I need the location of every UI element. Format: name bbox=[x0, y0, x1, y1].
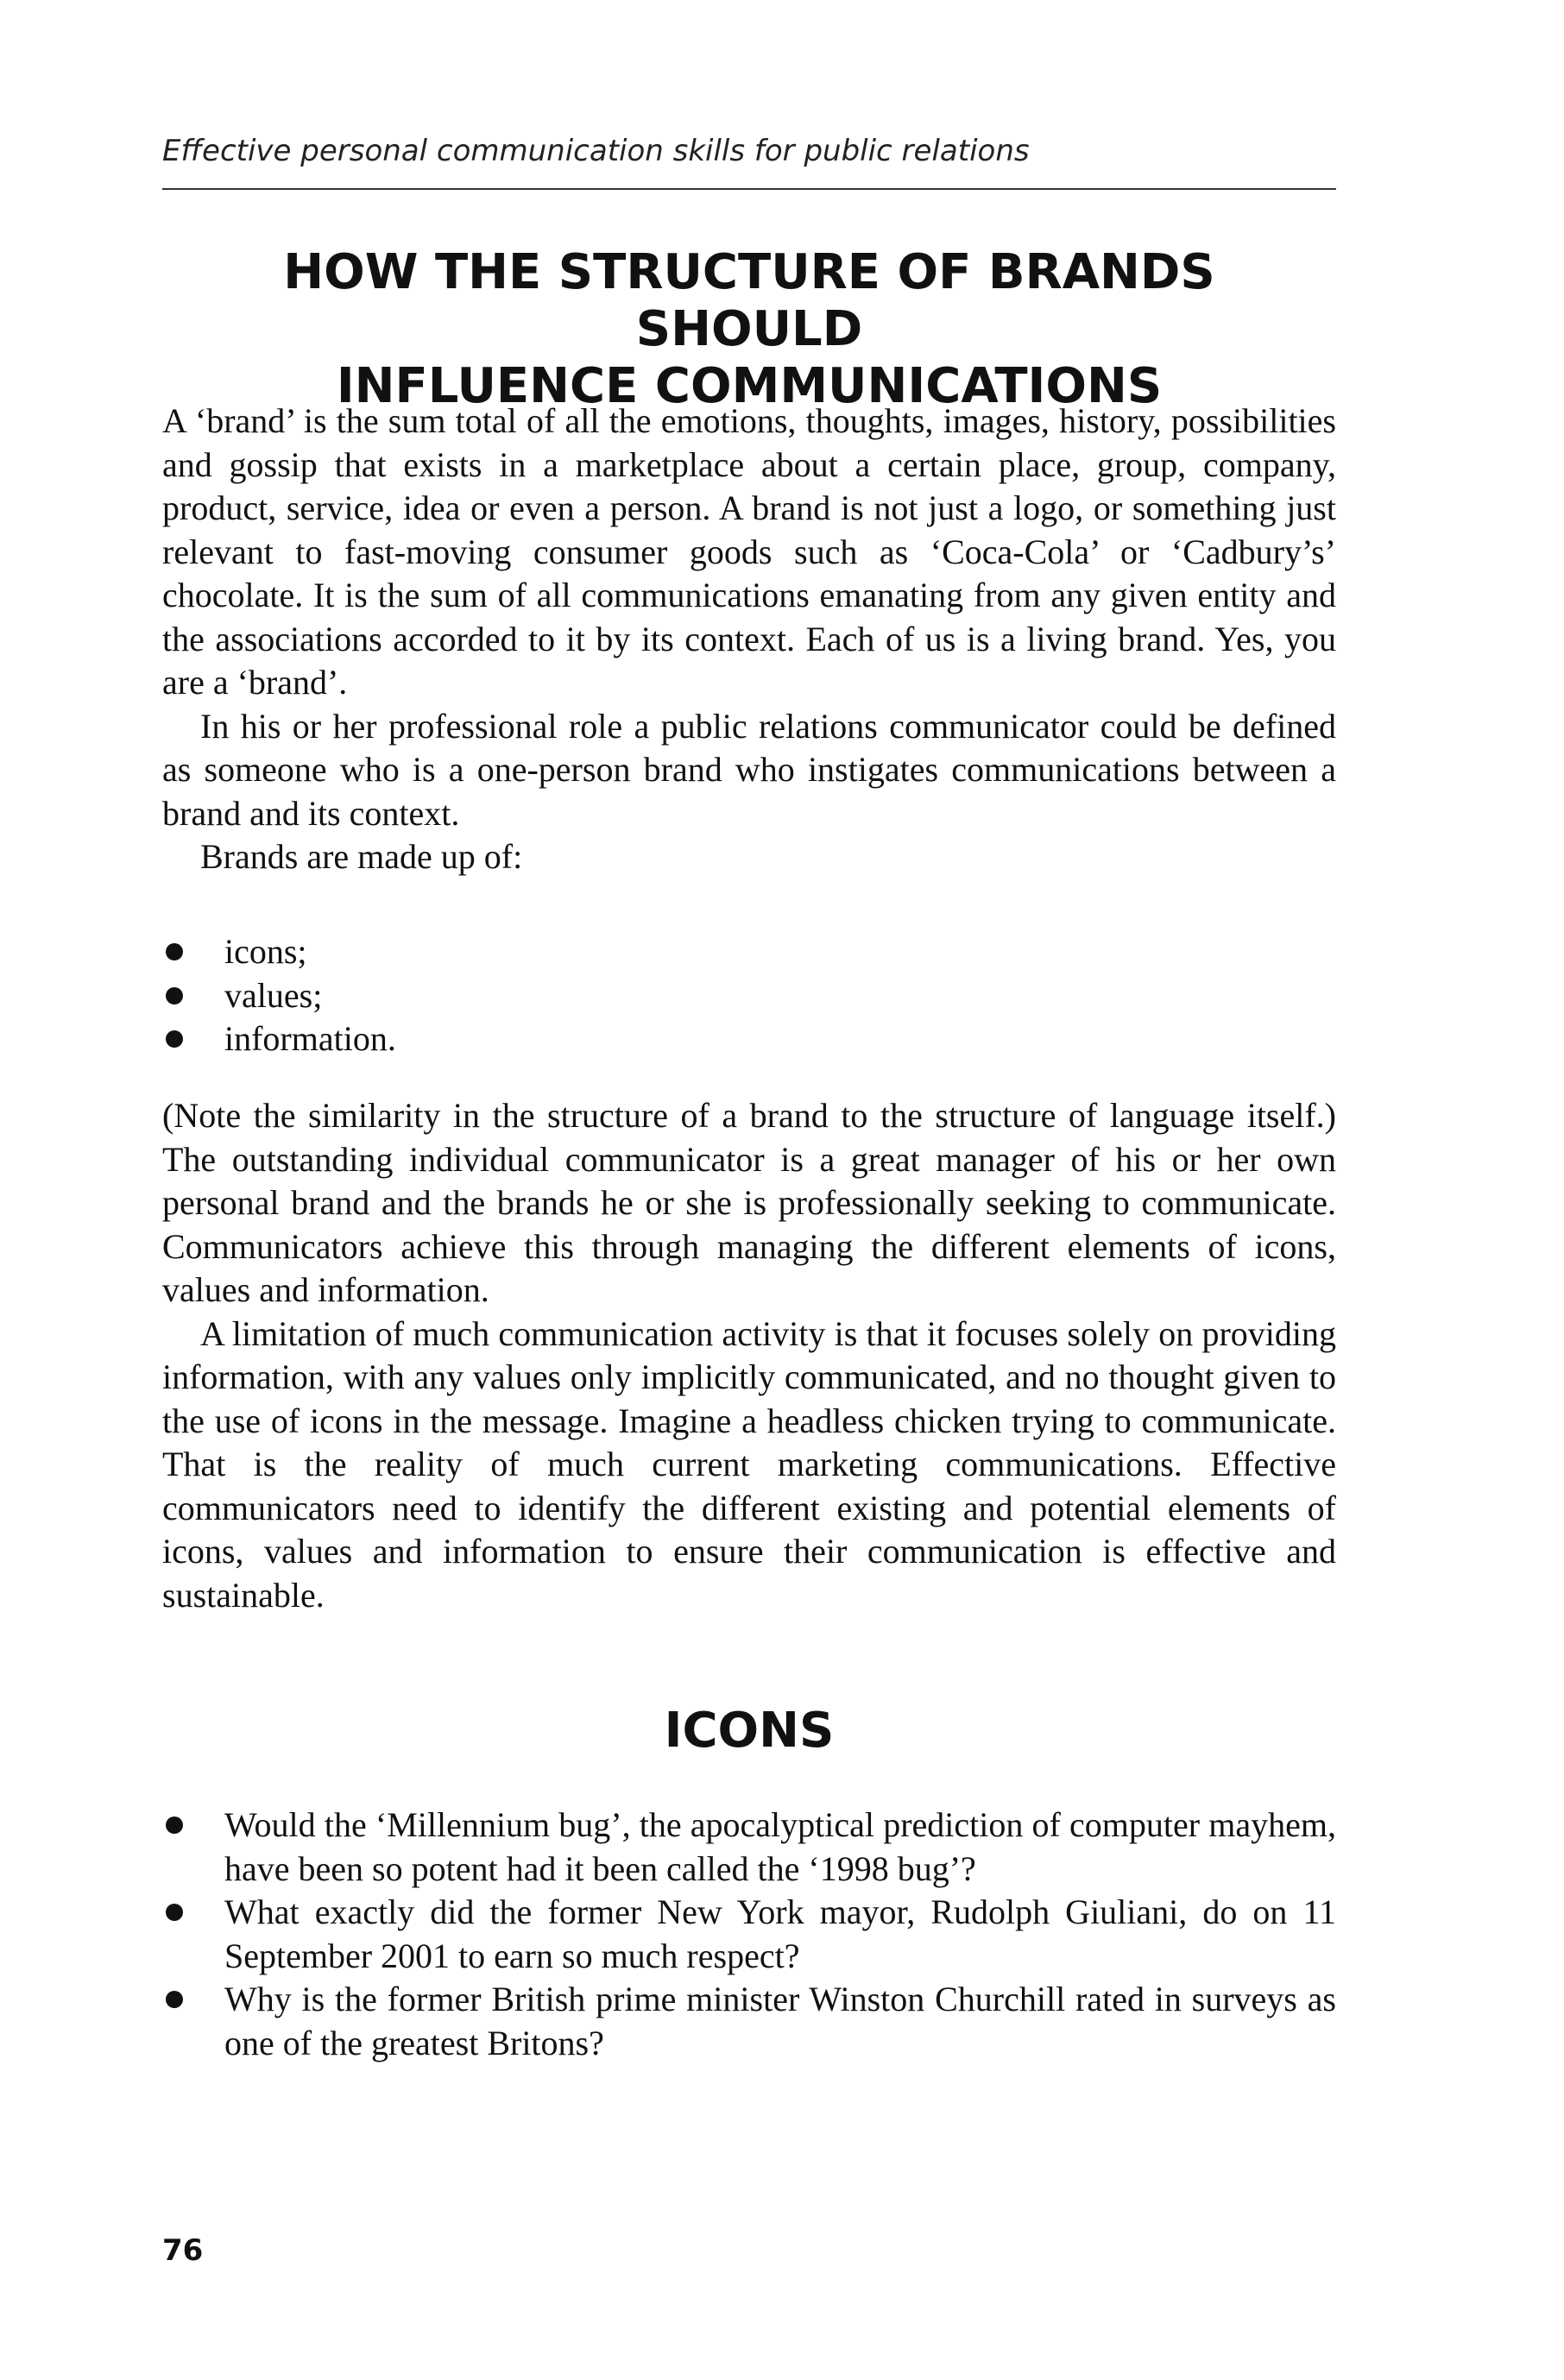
list-item bbox=[162, 1804, 1336, 1891]
paragraph: In his or her professional role a public relations communicator could be defined as someone who is a one-person brand who instigates communications between a brand and its context. bbox=[162, 706, 1336, 833]
heading-line-1: HOW THE STRUCTURE OF BRANDS SHOULD bbox=[283, 244, 1215, 357]
heading-line-2: INFLUENCE COMMUNICATIONS bbox=[336, 358, 1163, 414]
brand-elements-list bbox=[162, 930, 1336, 1061]
list-item-text: information. bbox=[224, 1019, 396, 1058]
list-item bbox=[162, 930, 1336, 974]
bullet-icon bbox=[166, 1991, 183, 2008]
section-heading-brands bbox=[162, 244, 1336, 415]
paragraph: Brands are made up of: bbox=[200, 837, 523, 876]
page-number: 76 bbox=[162, 2233, 204, 2268]
paragraph: A ‘brand’ is the sum total of all the emotions, thoughts, images, history, possibilities and gossip that exists in a marketplace about a certain place, group, company, product, service, idea or even a person. A brand is not just a logo, or something just relevant to fast-moving consumer goods such as ‘Coca-Cola’ or ‘Cadbury’s’ chocolate. It is the sum of all communications emanating from any given entity and the associations accorded to it by its context. Each of us is a living brand. Yes, you are a ‘brand’. bbox=[162, 401, 1336, 702]
list-item bbox=[162, 1978, 1336, 2065]
header-rule bbox=[162, 188, 1336, 190]
bullet-icon bbox=[166, 943, 183, 960]
bullet-icon bbox=[166, 1816, 183, 1834]
brands-intro-text bbox=[162, 400, 1336, 879]
running-head: Effective personal communication skills for public relations bbox=[162, 134, 1030, 168]
section-heading-icons: ICONS bbox=[664, 1703, 835, 1759]
bullet-icon bbox=[166, 987, 183, 1004]
paragraph: (Note the similarity in the structure of a brand to the structure of language itself.) The outstanding individual communicator is a great manager of his or her own personal brand and the brands he or she is professionally seeking to communicate. Communicators achieve this through managing the different elements of icons, values and information. bbox=[162, 1096, 1336, 1309]
bullet-icon bbox=[166, 1030, 183, 1048]
list-item-text: icons; bbox=[224, 932, 307, 971]
list-item bbox=[162, 1017, 1336, 1061]
list-item-text: values; bbox=[224, 975, 323, 1015]
icons-questions-list bbox=[162, 1804, 1336, 2065]
list-item bbox=[162, 974, 1336, 1018]
paragraph: A limitation of much communication activity is that it focuses solely on providing information, with any values only implicitly communicated, and no thought given to the use of icons in the message. Imagine a headless chicken trying to communicate. That is the reality of much current marketing communications. Effective communicators need to identify the different existing and potential elements of icons, values and information to ensure their communication is effective and sustainable. bbox=[162, 1313, 1336, 1615]
bullet-icon bbox=[166, 1904, 183, 1921]
list-item-text: What exactly did the former New York mayor, Rudolph Giuliani, do on 11 September 2001 to earn so much respect? bbox=[224, 1892, 1336, 1975]
list-item-text: Why is the former British prime minister Winston Churchill rated in surveys as one of the greatest Britons? bbox=[224, 1980, 1336, 2062]
list-item bbox=[162, 1891, 1336, 1978]
brands-discussion-text bbox=[162, 1094, 1336, 1617]
list-item-text: Would the ‘Millennium bug’, the apocalyptical prediction of computer mayhem, have been so potent had it been called the ‘1998 bug’? bbox=[224, 1805, 1336, 1888]
